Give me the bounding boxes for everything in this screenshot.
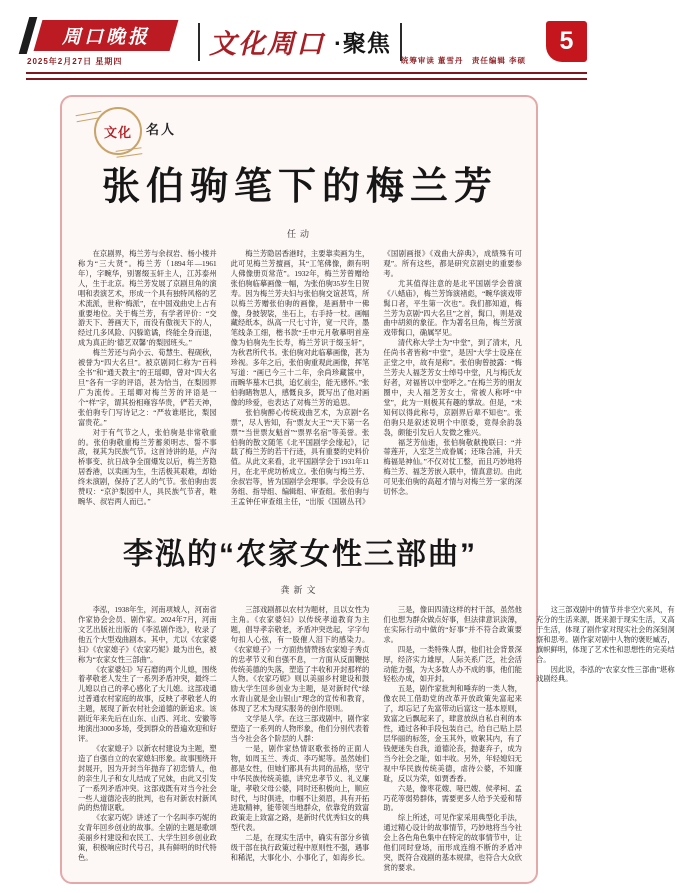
article2-body [78, 605, 675, 878]
paragraph: 三部戏剧都以农村为题材，且以女性为主角。《农家婆妇》以传统孝道教育为主题，倡导孝亲敬老，矛盾冲突迭起，字字句句扣人心弦，有一股催人泪下的感染力。《农家媳子》一方面热情赞扬农家媳子秀贞的忠孝节义和自强不息，一方面从反面鞭挞传统美德的失落，塑造了丰收和开封那样的人物。《农家巧妮》则以美丽乡村建设和鼓励大学生回乡创业为主题，是对新时代“绿水青山就是金山银山”理念的宣传和教育，体现了艺术为现实服务的创作原则。 [230, 605, 370, 714]
paragraph: 李泓，1938年生，河南项城人，河南省作家协会会员、剧作家。2024年7月，河南文艺出版社出版的《李泓剧作选》，收录了他五个大型戏曲剧本。其中，尤以《农家婆妇》《农家媳子》《农家巧妮》最为出色，被称为“农家女性三部曲”。 [78, 605, 217, 664]
paragraph: 这三部戏剧中的情节并非空穴来风，有充分的生活来源，既来源于现实生活，又高于生活，体现了剧作家对现实社会的深刻洞察和思考。剧作家对剧中人物的褒贬臧否，旗帜鲜明，体现了艺术性和思想性的完美结合。 [535, 605, 675, 664]
section-title-black: ·聚焦 [334, 30, 391, 56]
newspaper-name: 周口晚报 [61, 26, 150, 48]
paragraph: 张伯驹醉心传统戏曲艺术，为京剧“名票”，尽人皆知，有“票友大王”“天下第一名票”“当世票友魁首”“票界名宿”等美誉。张伯驹的散文随笔《北平国剧学会缘起》，记载了梅兰芳的若干行迹，具有重要的史料价值。从此文来看，北平国剧学会于1931年11月，在北平虎坊桥成立。张伯驹与梅兰芳、余叔岩等，皆为国剧学会理事。学会设有总务组、指导组、编辑组、审查组。张伯驹与王孟钟任审查组主任，“出版《国剧丛刊》《国剧画报》《戏曲大辞典》，成绩殊有可观”。所有这些，都是研究京剧史的重要参考。 [230, 249, 522, 507]
paragraph: 四是，一类特殊人群，他们社会背景深厚，经济实力雄厚，人际关系广泛，社会活动能力强，为大多数人办不成的事，他们能轻松办成，如开封。 [383, 644, 522, 684]
culture-badge [82, 105, 222, 157]
paragraph: 《农家媳子》以新农村建设为主题，塑造了自强自立的农家媳妇形象。故事围绕开封展开，因为开封当年抛弃了初恋情人，他的亲生儿子和女儿结成了兄妹，由此又引发了一系列矛盾冲突。这部戏既有对当今社会一些人道德沦丧的批判，也有对新农村新风尚的热情讴歌。 [78, 743, 217, 813]
paragraph: 《农家婆妇》写石磨的两个儿媳，围绕着孝敬老人发生了一系列矛盾冲突，最终二儿媳以自己的孝心感化了大儿媳。这部戏通过普通农村家庭的故事，反映了孝敬老人的主题，展现了新农村社会道德的新追求。该剧近年来先后在山东、山西、河北、安徽等地演出3000多场，受到群众的普遍欢迎和好评。 [78, 664, 217, 743]
article1-body [78, 249, 522, 516]
badge-label-primary: 文化 [103, 124, 132, 140]
paragraph: 《农家巧妮》讲述了一个名叫李巧妮的女青年回乡创业的故事。全剧的主题是歌颂美丽乡村建设和农民工、大学生回乡创业政策，积极响应时代号召，具有鲜明的时代特色。 [78, 813, 217, 863]
paragraph: 梅兰芳还与尚小云、荀慧生、程砚秋，被誉为“四大名旦”。被京剧同仁称为“百科全书”和“通天教主”的王瑶卿，曾对“四大名旦”各有一字的评语，甚为恰当，在梨园界广为流传。王瑶卿对梅兰芳的评语是一个“样”字，谓其扮相雍容华贵，俨若天神，张伯驹专门写诗记之：“严妆谁堪比，梨园富贵花。” [78, 348, 217, 427]
left-bar-decoration [198, 23, 200, 61]
paragraph: 文学是人学。在这三部戏剧中，剧作家塑造了一系列的人物形象，他们分别代表着当今社会各个阶层的人群： [230, 714, 370, 743]
paragraph: 三是，像田四清这样的村干部，虽然他们也想为群众做点好事，但法律意识淡薄，在实际行动中做的“好事”并不符合政策要求。 [383, 605, 522, 644]
paragraph: 综上所述，可见作家采用典型化手法，通过精心设计的故事情节，巧妙地将当今社会上各色角色集中在特定的故事情节中，让他们同时登场，而形成连绵不断的矛盾冲突，既符合戏剧的基本规律，也符合大众欣赏的要求。 [383, 813, 522, 872]
paragraph: 对于有气节之人，张伯驹是非常敬重的。张伯驹敬重梅兰芳蓄须明志、誓不事敌，视其为民族气节。这首诗讲的是，卢沟桥事变、抗日战争全面爆发以后，梅兰芳隐居香港，以卖画为生，生活极其艰难，却始终未演剧，保持了艺人的气节。张伯驹由衷赞叹：“京沪梨园中人，具民族气节者，唯畹华、叔岩两人而已。” [78, 427, 217, 507]
date-line: 2025年2月27日 星期四 [27, 57, 123, 66]
paragraph: 清代称大学士为“中堂”，到了清末，凡任尚书者皆称“中堂”，是因“大学士设座在正堂之中，故有是称”。张伯驹曾披露：“梅兰芳夫人福芝芳女士绰号中堂，凡与梅氏友好者，对福皆以中堂呼之。”在梅兰芳的朋友圈中，夫人福芝芳女士，常被人称呼“中堂”，此为一则极其有趣的掌故。但是，“未知何以得此称号，京剧界后辈不知也”。张伯驹只是叙述说明个中原委，竟得余韵袅袅，颇能引发后人发微之雅兴。 [383, 338, 522, 437]
article2-author: 龚新文 [280, 585, 320, 595]
staff-credits: 统筹审读 董雪丹 责任编辑 李硕 [400, 56, 526, 65]
page-number-badge: 5 [546, 21, 587, 62]
article1-title: 张伯驹笔下的梅兰芳 [101, 166, 498, 208]
paragraph: 福芝芳仙逝，张伯驹敬献挽联曰：“并蒂莲开，入室芝兰成眷属；还珠合浦，升天梅福是神仙。”不仅对仗工整，而且巧妙地将梅兰芳、福芝芳嵌入联中，情真意切。由此可见张伯驹的高超才情与对梅兰芳一家的深切怀念。 [383, 437, 522, 497]
paragraph: 二是，在现实生活中，确实有部分乡镇级干部在执行政策过程中原则性不强，遇事和稀泥，大事化小、小事化了，如海乡长。 [230, 833, 370, 863]
section-title-red: 文化周口 [209, 29, 326, 60]
paragraph: 一是，剧作家热情讴歌张扬的正面人物，如周玉兰、秀贞、李巧妮等。虽然她们都是女性，但她们都具有共同的品格，坚守中华民族传统美德，讲究忠孝节义、礼义廉耻，孝敬父母公婆，同时还积极向上，顺应时代，与时俱进，巾帼不让须眉，具有开拓进取精神，能带领当地群众，依靠党的致富政策走上致富之路，是新时代优秀妇女的典型代表。 [230, 743, 370, 833]
article2-title: 李泓的“农家女性三部曲” [123, 538, 477, 571]
paragraph: 六是，像枣花嫂、哑巴嫂、侯孝柯、孟巧花等弱势群体，需要更多人给予关爱和帮助。 [383, 783, 522, 813]
header-double-rule [26, 72, 587, 80]
paragraph: 在京剧界，梅兰芳与余叔岩、杨小楼并称为“三大贤”。梅兰芳（1894年—1961年），字畹华，别署缀玉轩主人，江苏泰州人，生于北京。梅兰芳发展了京剧旦角的演唱和表演艺术，形成一个具有独特风格的艺术流派，世称“梅派”，在中国戏曲史上占有重要地位。关于梅兰芳，有学者评价：“交游天下、善画天下，而没有傲视天下的人，经过几多风险、闪躲诡谲，终能全身而退，成为真正的‘德艺双馨’的梨园班头。” [78, 249, 217, 348]
paragraph: 梅兰芳隐居香港时，主要靠卖画为生，此可见梅兰芳擅画，其“工笔佛像，颇有明人佛像册页常范”。1932年，梅兰芳曾赠给张伯驹临摹画像一幅，为张伯驹35岁生日贺寿。因为梅兰芳夫妇与张伯驹交谊甚笃，所以梅兰芳赠张伯驹的画像，是画册中一佛像，身披袈裟，坐石上，右手持一杖。画幅藏经纸本，纵高一尺七寸许，宽一尺许，墨笔线条工细，楷书款“壬申元月敬摹明首座像为伯驹先生长寿，梅兰芳识于缀玉轩”，为秋君所代书。张伯驹对此临摹画像，甚为珍视。多年之后，张伯驹重观此画像，挥笔写道：“画已今三十二年，余尚珍藏箧中，而畹华墓木已拱，追忆前尘，能无感怀。”张伯驹睹物思人，感慨良多，既写出了他对画像的珍爱，也表达了对梅兰芳的追思。 [230, 249, 370, 407]
paragraph: 因此说，李泓的“农家女性三部曲”堪称戏剧经典。 [535, 664, 675, 684]
paragraph: 五是，剧作家批判和唾弃的一类人物，像农民工借助党的改革开放政策先富起来了，却忘记了先富带动后富这一基本原则，致富之后飘起来了，肆意放纵自私自利的本性，通过各种手段包装自己，给自己贴上层层华丽的标签，金玉其外，败絮其内，有了钱便迷失自我，道德沦丧，抛妻弃子，成为当今社会之耻，如丰收。另外，年轻媳妇无视中华民族传统美德，虐待公婆，不知廉耻，反以为荣，如贾香香。 [383, 684, 522, 783]
paragraph: 尤其值得注意的是北平国剧学会曾演《八蜡庙》，梅兰芳饰演褚彪，“畹华演戏带髯口者，平生第一次也”。我们都知道，梅兰芳为京剧“四大名旦”之首，髯口，则是戏曲中胡须的象征。作为著名旦角，梅兰芳演戏带髯口，确属罕见。 [383, 278, 522, 338]
article1-author: 任动 [286, 229, 313, 239]
badge-label-secondary: 名人 [146, 122, 177, 137]
